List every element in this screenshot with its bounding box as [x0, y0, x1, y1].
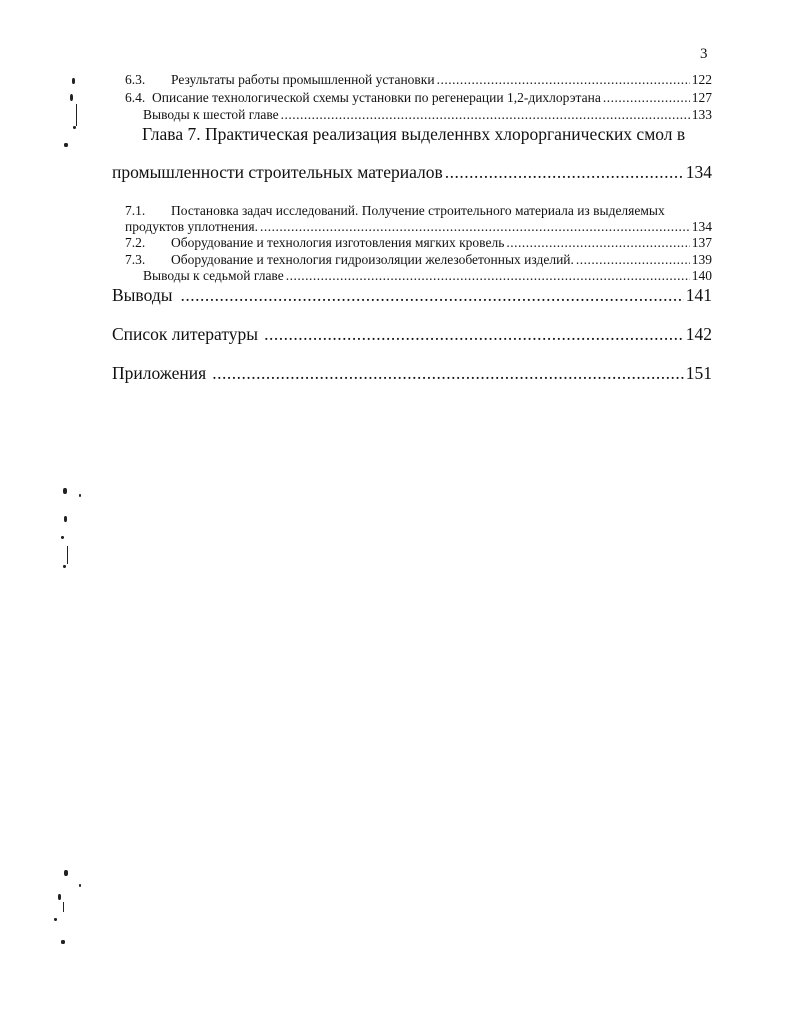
leader-dots [603, 90, 690, 106]
speck [64, 870, 68, 876]
entry-title: Оборудование и технология гидроизоляции железобетонных изделий. [171, 252, 574, 267]
entry-page: 134 [685, 162, 712, 182]
toc-entry-chapter-7 [112, 162, 712, 183]
leader-dots [260, 219, 690, 235]
entry-title: Описание технологической схемы установки по регенерации 1,2-дихлорэтана [152, 90, 601, 105]
section-number: 7.2. [125, 235, 146, 250]
toc-entry-references [112, 324, 712, 345]
speck [79, 884, 81, 887]
leader-dots [212, 363, 684, 384]
speck [67, 546, 68, 564]
entry-page: 151 [685, 363, 712, 383]
entry-page: 134 [691, 219, 712, 234]
section-number: 6.3. [125, 72, 146, 87]
toc-entry-conclusions [112, 285, 712, 306]
page-number: 3 [700, 46, 708, 62]
toc-entry-chapter6-conclusions [143, 107, 712, 123]
toc-entry-7-1 [125, 219, 712, 235]
entry-title: Оборудование и технология изготовления мягких кровель [171, 235, 505, 250]
speck [54, 918, 57, 921]
speck [79, 494, 81, 497]
entry-title: Выводы к шестой главе [143, 107, 279, 122]
section-number: 6.4. [125, 90, 146, 105]
speck [70, 94, 73, 101]
entry-page: 141 [685, 285, 712, 305]
toc-entry-7-1-number: 7.1. [125, 203, 146, 218]
speck [58, 894, 61, 900]
speck [61, 940, 65, 944]
speck [63, 902, 64, 912]
entry-title: Выводы к седьмой главе [143, 268, 284, 283]
speck [63, 488, 67, 494]
leader-dots [445, 162, 684, 183]
entry-page: 127 [691, 90, 712, 105]
entry-title: Список литературы [112, 324, 259, 344]
speck [72, 78, 75, 84]
speck [76, 104, 77, 126]
toc-entry-6-4 [125, 90, 712, 106]
speck [64, 516, 67, 522]
entry-title: Результаты работы промышленной установки [171, 72, 435, 87]
entry-page: 140 [691, 268, 712, 283]
entry-title: продуктов уплотнения. [125, 219, 258, 234]
speck [63, 565, 66, 568]
entry-page: 142 [685, 324, 712, 344]
toc-entry-appendices [112, 363, 712, 384]
toc-entry-6-3 [125, 72, 712, 88]
toc-entry-7-2 [125, 235, 712, 251]
leader-dots [281, 107, 690, 123]
entry-title: промышленности строительных материалов [112, 162, 443, 182]
chapter-7-heading: Глава 7. Практическая реализация выделеннвх хлорорганических смол в [142, 124, 686, 144]
leader-dots [264, 324, 684, 345]
leader-dots [286, 268, 690, 284]
entry-page: 122 [691, 72, 712, 87]
leader-dots [576, 252, 690, 268]
entry-title: Приложения [112, 363, 207, 383]
section-number: 7.3. [125, 252, 146, 267]
speck [64, 143, 68, 147]
leader-dots [437, 72, 690, 88]
speck [61, 536, 64, 539]
entry-page: 133 [691, 107, 712, 122]
toc-entry-7-1-title: Постановка задач исследований. Получение строительного материала из выделяемых [171, 203, 665, 218]
entry-title: Выводы [112, 285, 173, 305]
entry-page: 139 [691, 252, 712, 267]
speck [73, 126, 76, 129]
leader-dots [180, 285, 683, 306]
entry-page: 137 [691, 235, 712, 250]
leader-dots [506, 235, 689, 251]
toc-entry-7-3 [125, 252, 712, 268]
toc-entry-chapter7-conclusions [143, 268, 712, 284]
